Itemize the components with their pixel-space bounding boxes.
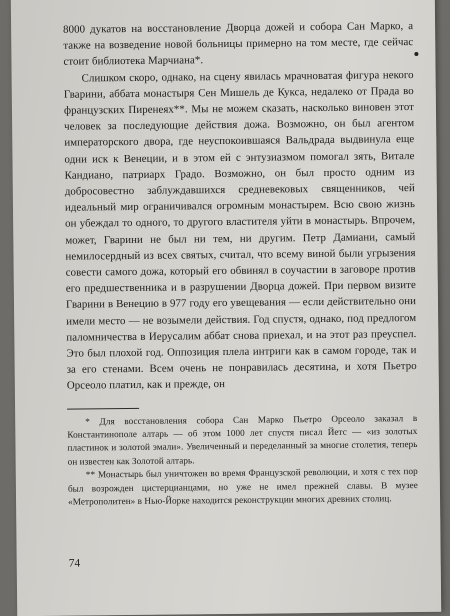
footnote-2: ** Монастырь был уничтожен во время Французской революции, и хотя с тех пор был возрожден цистерцианцами, но уже не имел прежней славы. В музее «Метрополитен» в Нью-Йорке находится реконструкции многих древних столиц.	[67, 466, 418, 507]
page-body	[63, 18, 418, 509]
footnotes	[67, 412, 418, 510]
paragraph-continued: 8000 дукатов на восстановление Дворца дожей и собора Сан Марко, а также на возведение новой больницы примерно на том месте, где сейчас стоит библиотека Марчиана*.	[63, 20, 414, 69]
book-page	[11, 0, 441, 616]
ink-speck	[414, 52, 418, 56]
paragraph-main: Слишком скоро, однако, на сцену явилась мрачноватая фигура некого Гварини, аббата монастыря Сен Мишель де Кукса, недалеко от Прада во французских Пиренеях**. Мы не можем сказать, насколько виновен этот человек за последующие действия дожа. Возможно, он был агентом императорского двора, где неуспокоившаяся Вальдрада выдвинула еще одни иск к Венеции, и в этом ей с энтузиазмом помогал зять, Витале Кандиано, патриарх Градо. Возможно, он был просто одним из доброcовестно заблуждавшихся средневековых священников, чей идеальный мир ограничивался огромным монастырем. Всю свою жизнь он убеждал то одного, то другого властителя уйти в монастырь. Впрочем, может, Гварини не был ни тем, ни другим. Петр Дамиани, самый немилосердный из всех святых, считал, что всему виной были угрызения совести самого дожа, который его обвинял в соучастии в заговоре против его предшественника и в разрушении Дворца дожей. При первом визите Гварини в Венецию в 977 году его увещевания — если действительно они имели место — не возымели действия. Год спустя, однако, под предлогом паломничества в Иерусалим аббат снова приехал, и на этот раз преуспел. Это был плохой год. Оппозиция плела интриги как в самом городе, так и за его стенами. Всем очень не понравилась десятина, и хотя Пьетро Орсеоло платил, как и прежде, он	[63, 68, 417, 393]
page-number: 74	[68, 557, 81, 570]
footnote-1: * Для восстановления собора Сан Марко Пьетро Орсеоло заказал в Константинополе алтарь — об этом 1000 лет спустя писал Йетс — «из золотых пластинок и золотой эмали». Увеличенный и переделанный за многие столетия, теперь он известен как Золотой алтарь.	[67, 412, 418, 467]
footnote-divider	[67, 408, 139, 410]
